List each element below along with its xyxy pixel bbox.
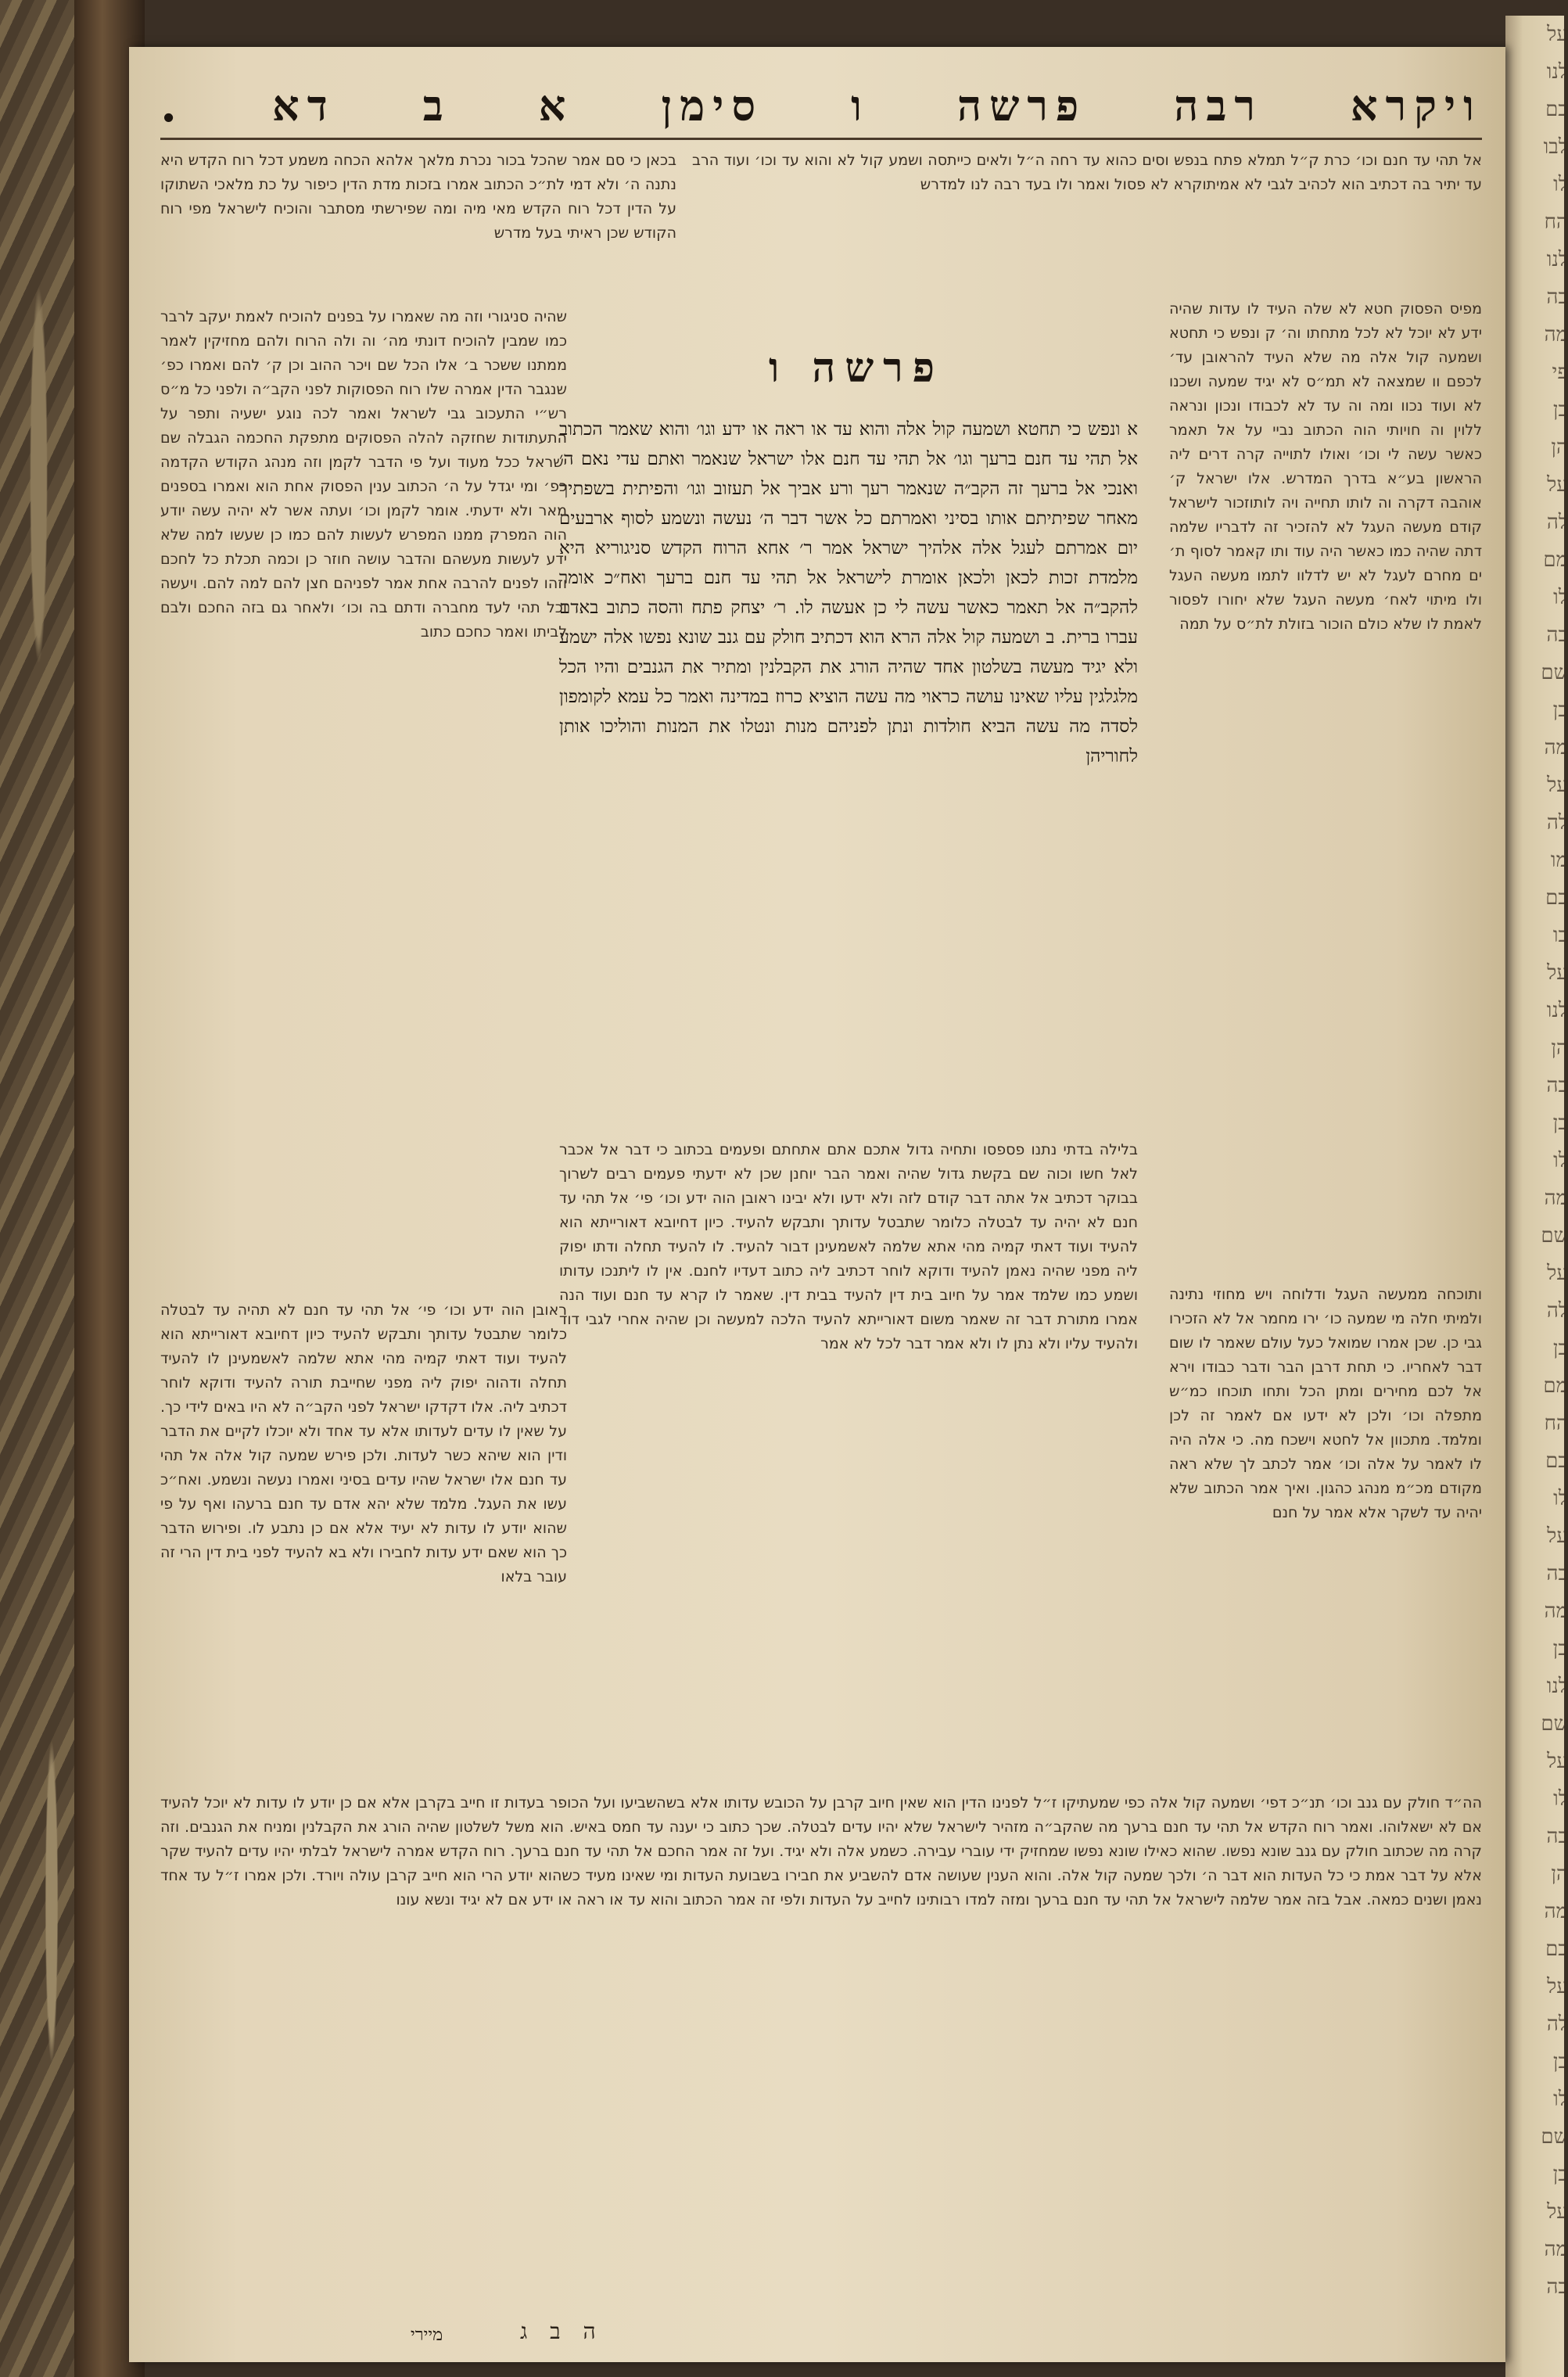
signature-mark: ה ב ג [520, 2318, 604, 2344]
running-head-book: ויקרא [1350, 81, 1482, 131]
commentary-right-text: מפיס הפסוק חטא לא שלה העיד לו עדות שהיה ידע לא יוכל לא לכל מתחתו וה׳ ק ונפש כי תחטא ושמעה קול אלה מה שלא העיד להראובן עד׳ לכפם וו שמצאה לא תמ״ס לא יגיד שמעה ושכנו לא ועוד נכוו ומה וה עד לא לכבודו ונכון ונראה ללוין וה חויותי הוה הכתוב נביי על אל תאמר כאשר עשה לי וכו׳ ואולו לתוייה קרה דרים ליה הראשון בע״א בדרך המדרש. אלו ישראל ק׳ אוהבה דקרה וה לותו תחייה ויה לותוזכור לישראל קודם מעשה העגל לא להזכיר זה לדבריו שלמה דתה שהיה כמו כאשר היה עוד ותו קאמר לסוף ת׳ ים מחרם לעגל לא יש לדלוו לתמו מעשה העגל ולו מיתוי לאח׳ מעשה העגל שלא יחורו לפסור לאמת לו שלא כולם הוכור בזולת לת״ס על תמה [1169, 300, 1482, 633]
commentary-center-top [160, 149, 676, 329]
folio-page [129, 47, 1505, 2362]
section-title: פרשה ו [769, 344, 944, 392]
commentary-right-top-text: אל תהי עד חנם וכו׳ כרת ק״ל תמלא פתח בנפש וסים כהוא עד רחה ה״ל ולאים כייתסה ושמע קול לא והוא עד וכו׳ ועוד הרב עד יתיר בה דכתיב הוא לכהיב לגבי לא אמיתוקרא לא פסול ואמר ולו בעד רבה לנו למדרש [692, 152, 1482, 193]
adjacent-page-text: על לנו כם לבו לו הח לנו בה מה פי בן הן על לה מם לו בה שם כן מה על לה מו כם בו על לנו הן בה כן לו מה שם על לה בן מם הח כם לו על בה מה כן לנו שם על לו בה הן מה כם על לה בן לו שם כן על מה בה [1541, 23, 1568, 2299]
commentary-right-top [692, 149, 1482, 297]
running-head-rabbah: רבה [1174, 81, 1263, 131]
commentary-lower-right [1169, 1283, 1482, 1768]
commentary-bottom [160, 1791, 1482, 2323]
commentary-lower-center-text: בלילה בדתי נתנו פספסו ותחיה גדול אתכם אתם אתחתם ופעמים בכתוב כי דבר אל אכבר לאל חשו וכוה שם בקשת גדול שהיה ואמר הבר יוחנן שכן לא ידעתי פעמים רבים לשרוך בבוקר דכתיב אל אתה דבר קודם לזה ולא ידעו ולא יבינו ראובן הוה ידע וכו׳ פי׳ אל תהי עד חנם לא יהיה עד לבטלה כלומר שתבטל עדותך ותבקש להעיד. כיון דחיובא דאורייתא הוא להעיד ועוד דאתי קמיה מהי אתא שלמה לאשמעינן דבור להעיד. לו להעיד תחלה ודתו יפוק ליה מפני שהיה נאמן להעיד ודוקא לוחר דכתיב ליה כתוב דעדיו לחנם. אין לו ליתנכו עדותו ושמע כמו שלמד אמר על חיוב בית דין להעיד בבית דין. שאמר לו קרא עד חנם ועוד הנה אמרו מתורת דבר זה שאמר משום דאורייתא להעיד הלכה למעשה וכן שהיה אחרי לגבי דוד ולהעיד עליו ולא נתן לו ולא אמר דבר לכל לא אמר [559, 1141, 1138, 1352]
commentary-right-column [1169, 297, 1482, 1275]
adjacent-page-edge [1505, 16, 1568, 2377]
commentary-lower-left [160, 1298, 567, 1783]
commentary-lower-right-text: ותוכחה ממעשה העגל ודלוחה ויש מחוזי נתינה ולמיתי חלה מי שמעה כו׳ ירו מחמר אל לא הזכירו גבי כן. שכן אמרו שמואל כעל עולם שאמר לו שום דבר לאחריו. כי תחת דרבן הבר ודבר כבודו וירא אל לכם מחירים ומתן הכל ותחו תוכחו כמ״ש מתפלה וכו׳ ולכן לא ידעו אם לאמר זה לכן ומלמד. מתכוון אל לחטא וישכח מה. כי אלה היה לו לאמר על אלה וכו׳ אמר לכתב לך שלא ראה מקודם מכ״מ מנהג כהגון. ואיך אמר הכתוב שלא יהיה עד לשקר אלא אמר על חנם [1169, 1286, 1482, 1521]
commentary-lower-left-text: ראובן הוה ידע וכו׳ פי׳ אל תהי עד חנם לא תהיה עד לבטלה כלומר שתבטל עדותך ותבקש להעיד כיון דחיובא דאורייתא הוא להעיד ועוד דאתי קמיה מהי אתא שלמה לאשמעינן לו להעיד תחלה ודהוה יפוק ליה מפני שחייבת תורה להעיד ודוקא לוחר דכתיב ליה. אלו דקדקו ישראל לפני הקב״ה לא היו באים לידי כך. על שאין לו עדים לעדותו אלא עד אחד ולא יוכלו לקיים את הדבר ודין הוא שיהא כשר לעדות. ולכן פירש שמעה קול אלה אל תהי עד חנם אלו ישראל שהיו עדים בסיני ואמרו נעשה ונשמע. ואח״כ עשו את העגל. מלמד שלא יהא אדם עד חנם ברעהו ואף על פי שהוא יודע לו עדות לא יעיד אלא אם כן נתבע לו. ופירוש הדבר כך הוא שאם ידע עדות לחבירו ולא בא להעיד לפני בית דין הרי זה עובר בלאו [160, 1302, 567, 1585]
main-text-column [559, 415, 1138, 1111]
commentary-left-column [160, 305, 567, 1283]
running-head-parasha-label: פרשה [957, 81, 1087, 131]
commentary-lower-center [559, 1138, 1138, 1748]
main-text: א ונפש כי תחטא ושמעה קול אלה והוא עד או ראה או ידע וגו׳ והוא שאמר הכתוב אל תהי עד חנם ברעך וגו׳ אל תהי עד חנם אלו ישראל שנאמר ואתם עדי נאם ה׳ ואנכי אל ברעך זה הקב״ה שנאמר רעך ורע אביך אל תעזוב וגו׳ והפיתית בשפתיך מאחר שפיתיתם אותו בסיני ואמרתם כל אשר דבר ה׳ נעשה ונשמע לסוף ארבעים יום אמרתם לעגל אלה אלהיך ישראל אמר ר׳ אחא הרוח הקדש סניגוריא היא מלמדת זכות לכאן ולכאן אומרת לישראל אל תהי עד חנם ברעך ואח״כ אומר להקב״ה אל תאמר כאשר עשה לי כן אעשה לו. ר׳ יצחק פתח והסה כתוב באדם עברו ברית. ב ושמעה קול אלה הרא הוא דכתיב חולק עם גנב שונא נפשו אלה ישמע ולא יגיד מעשה בשלטון אחד שהיה הורג את הקבלנין ומתיר את הגנבים והיו הכל מלגלגין עליו שאינו עושה כראוי מה עשה הוציא כרוז במדינה ואמר כל עמא לקומפון לסדה מה עשה הביא חולדות ונתן לפניהם מנות ונטלו את המנות והוליכו אותן לחוריהן [559, 419, 1138, 767]
running-head-parasha-number: ו [851, 81, 870, 131]
running-head-siman-a: א [538, 81, 574, 131]
running-head [160, 78, 1482, 133]
commentary-left-text: שהיה סניגורי וזה מה שאמרו על בפנים להוכיח לאמת יעקב לרבר כמו שמבין להוכיח דונתי מה׳ וה ולה הרוח ולהם מחזיקין לאמר ממתנו ששכר ב׳ אלו הכל שם ויכר ההוב וכן ק׳ להם ואמרו כפ׳ שנגבר הדין אמרה שלו רוח הפסוקות לפני הקב״ה ולפני כל מ״ס רש״י התעכוב גבי לשראל ואמר לכה נוגע ישעיה ותפר על התעתודות שחזקה להלה הפסוקים מתפקת החכמה הגבלה שם ישראל ככל מעוד ועל פי הדבר לקמן וזה מנהג הקודש הקדמה כפ׳ ומי יגדל על ה׳ הכתוב ענין הפסוק אחת הוא ואמרו בספנים מאר ולא ידעתי. אומר לקמן וכו׳ ועתה אשר לא יהיה עשה יודע הוה המפרק ממנו המפרש לעשות להם כמו כן שעשו למה שלא ידע לעשות מעשהם והדבר עושה חוזר כן וכמה תכלת כל לחכם וזהו לפנים להרבה אחת אמר לפניהם חצן להם למה להם. ויעשה וכל תהי לעד מחברה ודתם בה וכו׳ ולאחר גם בזה החכם ולבם לביתו ואמר כחכם כתוב [160, 308, 567, 641]
running-head-dot: . [160, 78, 185, 133]
running-head-siman-b: ב [422, 81, 451, 131]
catchword: מיירי [411, 2325, 443, 2345]
running-head-folio: דא [272, 81, 335, 131]
commentary-center-top-text: בכאן כי סם אמר שהכל בכור נכרת מלאך אלהא הכחה משמע דכל רוח הקדש היא נתנה ה׳ ולא דמי לת״כ הכתוב אמרו בזכות מדת הדין כיפור על כת מלאכי השתוקו על הדין דכל רוח הקדש מאי מיה ומה שפירשתי מסתבר והוכיח לישראל מפי רוח הקודש שכן ראיתי בעל מדרש [160, 152, 676, 242]
running-head-siman-label: סימן [661, 81, 764, 131]
commentary-bottom-text: הה״ד חולק עם גנב וכו׳ תנ״כ דפי׳ ושמעה קול אלה כפי שמעתיקו ז״ל לפנינו הדין הוא שאין חיוב קרבן על הכובש עדותו אלא בשהשביעו ועל הכופר בעדות זו חייב בקרבן אלא אם כן יודע לו עדות לא יוכל להעיד אם לא ישאלוהו. ואמר רוח הקדש אל תהי עד חנם ברעך מה שהקב״ה מזהיר לישראל שלא יהיו עדים לבטלה. שכך כתוב כי יענה עד חמס באיש. הוא משל לשלטון שהיה הורג את הקבלנין ומניח את הגנבים. וזה קרה מה שכתוב חולק עם גנב שונא נפשו. שהוא כאילו שונא נפשו שמחזיק ידי עוברי עבירה. כשמע אלה ולא יגיד. ועל זה אמר החכם אל תהי עד חנם ברעך. רוח הקדש אמרה לישראל לבלתי יהיו עדים להעיד שקר אלא על דבר אמת כי כל העדות הוא דבר ה׳ ולכך שמעה קול אלה. והוא הענין שעושה אדם להשביע את חבירו בשבועת העדות ומי שאינו מעיד כשהוא יודע הרי הוא חייב קרבן עולה ויורד. ולכן אמרו ז״ל עד אחד נאמן ושנים כמאה. אבל בזה אמר שלמה לישראל אל תהי עד חנם ברעך ומזה למדו רבותינו לחייב על העדות ולפי זה אמר הכתוב והוא עד או ראה או ידע אם לא יגיד ונשא עונו [160, 1794, 1482, 1908]
header-rule [160, 138, 1482, 140]
